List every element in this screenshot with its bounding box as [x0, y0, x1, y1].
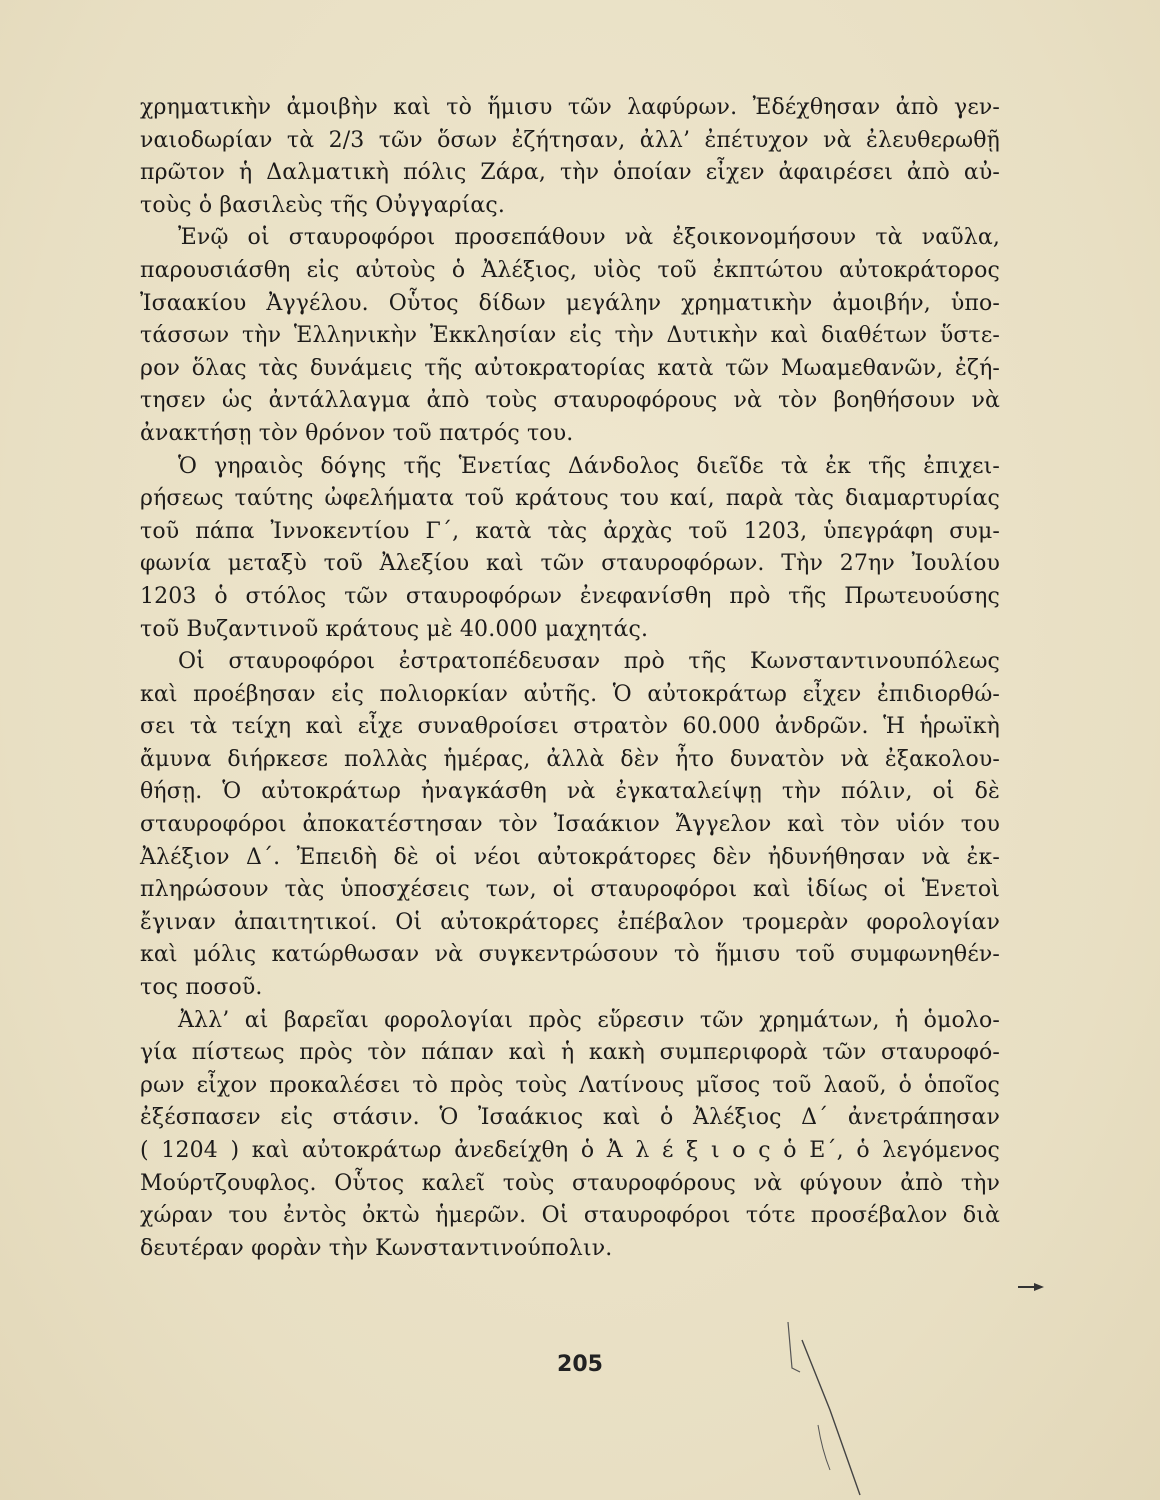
text-line: ἐξέσπασεν εἰς στάσιν. Ὁ Ἰσαάκιος καὶ ὁ Ἀλέξιος Δ΄ ἀνετράπησαν [140, 1105, 1000, 1131]
text-line: ἔγιναν ἀπαιτητικοί. Οἱ αὐτοκράτορες ἐπέβαλον τρομερὰν φορολογίαν [140, 909, 1000, 935]
text-line: πρῶτον ἡ Δαλματικὴ πόλις Ζάρα, τὴν ὁποίαν εἶχεν ἀφαιρέσει ἀπὸ αὐ- [140, 160, 1000, 186]
text-line: τος ποσοῦ. [140, 975, 263, 1001]
text-line: γία πίστεως πρὸς τὸν πάπαν καὶ ἡ κακὴ συμπεριφορὰ τῶν σταυροφό- [140, 1040, 1000, 1066]
stray-stroke-left [788, 1322, 800, 1372]
text-line: καὶ προέβησαν εἰς πολιορκίαν αὐτῆς. Ὁ αὐτοκράτωρ εἶχεν ἐπιδιορθώ- [140, 681, 1000, 707]
text-line: ρήσεως ταύτης ὠφελήματα τοῦ κράτους του καί, παρὰ τὰς διαμαρτυρίας [140, 486, 1000, 512]
text-line: δευτέραν φορὰν τὴν Κωνσταντινούπολιν. [140, 1235, 613, 1261]
text-line: θήσῃ. Ὁ αὐτοκράτωρ ἠναγκάσθη νὰ ἐγκαταλείψῃ τὴν πόλιν, οἱ δὲ [140, 779, 1000, 805]
text-line: Ὁ γηραιὸς δόγης τῆς Ἑνετίας Δάνδολος διεῖδε τὰ ἐκ τῆς ἐπιχει- [178, 453, 1000, 479]
text-line: παρουσιάσθη εἰς αὐτοὺς ὁ Ἀλέξιος, υἱὸς τοῦ ἐκπτώτου αὐτοκράτορος [140, 257, 1000, 283]
text-line: τοῦ Βυζαντινοῦ κράτους μὲ 40.000 μαχητάς. [140, 616, 649, 642]
text-line: ( 1204 ) καὶ αὐτοκράτωρ ἀνεδείχθη ὁ Ἀ λ έ ξ ι ο ς ὁ Ε΄, ὁ λεγόμενος [140, 1138, 1000, 1163]
arrow-mark-head [1034, 1283, 1044, 1291]
text-line: φωνία μεταξὺ τοῦ Ἀλεξίου καὶ τῶν σταυροφόρων. Τὴν 27ην Ἰουλίου [140, 551, 1000, 577]
text-line: ναιοδωρίαν τὰ 2/3 τῶν ὅσων ἐζήτησαν, ἀλλ’ ἐπέτυχον νὰ ἐλευθερωθῇ [140, 127, 1000, 153]
text-line: Ἀλέξιον Δ΄. Ἐπειδὴ δὲ οἱ νέοι αὐτοκράτορες δὲν ἠδυνήθησαν νὰ ἐκ- [140, 844, 1000, 870]
text-line: ἀνακτήσῃ τὸν θρόνον τοῦ πατρός του. [140, 420, 574, 446]
text-line: Μούρτζουφλος. Οὗτος καλεῖ τοὺς σταυροφόρους νὰ φύγουν ἀπὸ τὴν [140, 1170, 1000, 1196]
text-line: καὶ μόλις κατώρθωσαν νὰ συγκεντρώσουν τὸ ἥμισυ τοῦ συμφωνηθέν- [140, 942, 1000, 968]
text-line: τάσσων τὴν Ἑλληνικὴν Ἐκκλησίαν εἰς τὴν Δυτικὴν καὶ διαθέτων ὕστε- [140, 323, 1000, 349]
text-line: ρων εἶχον προκαλέσει τὸ πρὸς τοὺς Λατίνους μῖσος τοῦ λαοῦ, ὁ ὁποῖος [140, 1072, 1000, 1098]
page-number: 205 [557, 1352, 603, 1377]
text-line: πληρώσουν τὰς ὑποσχέσεις των, οἱ σταυροφόροι καὶ ἰδίως οἱ Ἑνετοὶ [140, 877, 1000, 903]
text-line: Ἐνῷ οἱ σταυροφόροι προσεπάθουν νὰ ἐξοικονομήσουν τὰ ναῦλα, [178, 225, 1000, 251]
text-line: τοῦ πάπα Ἰννοκεντίου Γ΄, κατὰ τὰς ἀρχὰς τοῦ 1203, ὑπεγράφη συμ- [140, 518, 1000, 544]
text-line: Ἰσαακίου Ἀγγέλου. Οὗτος δίδων μεγάλην χρηματικὴν ἀμοιβήν, ὑπο- [140, 290, 1000, 316]
text-line: σταυροφόροι ἀποκατέστησαν τὸν Ἰσαάκιον Ἄγγελον καὶ τὸν υἱόν του [140, 812, 1000, 838]
text-line: τοὺς ὁ βασιλεὺς τῆς Οὐγγαρίας. [140, 192, 506, 218]
stray-stroke-small [818, 1425, 830, 1470]
text-line: 1203 ὁ στόλος τῶν σταυροφόρων ἐνεφανίσθη πρὸ τῆς Πρωτευούσης [140, 583, 1000, 609]
text-line: Οἱ σταυροφόροι ἐστρατοπέδευσαν πρὸ τῆς Κωνσταντινουπόλεως [178, 649, 1000, 675]
stray-stroke-diagonal [802, 1340, 860, 1495]
text-line: ρον ὅλας τὰς δυνάμεις τῆς αὐτοκρατορίας κατὰ τῶν Μωαμεθανῶν, ἐζή- [140, 355, 1000, 381]
text-line: ἄμυνα διήρκεσε πολλὰς ἡμέρας, ἀλλὰ δὲν ἦτο δυνατὸν νὰ ἐξακολου- [140, 746, 1000, 772]
text-line: σει τὰ τείχη καὶ εἶχε συναθροίσει στρατὸν 60.000 ἀνδρῶν. Ἡ ἡρωϊκὴ [140, 714, 1000, 740]
text-line: χώραν του ἐντὸς ὀκτὼ ἡμερῶν. Οἱ σταυροφόροι τότε προσέβαλον διὰ [140, 1203, 1000, 1229]
text-line: Ἀλλ’ αἱ βαρεῖαι φορολογίαι πρὸς εὕρεσιν τῶν χρημάτων, ἡ ὁμολο- [178, 1007, 1000, 1033]
text-line: τησεν ὡς ἀντάλλαγμα ἀπὸ τοὺς σταυροφόρους νὰ τὸν βοηθήσουν νὰ [140, 388, 1000, 414]
text-line: χρηματικὴν ἀμοιβὴν καὶ τὸ ἥμισυ τῶν λαφύρων. Ἐδέχθησαν ἀπὸ γεν- [140, 95, 1000, 120]
